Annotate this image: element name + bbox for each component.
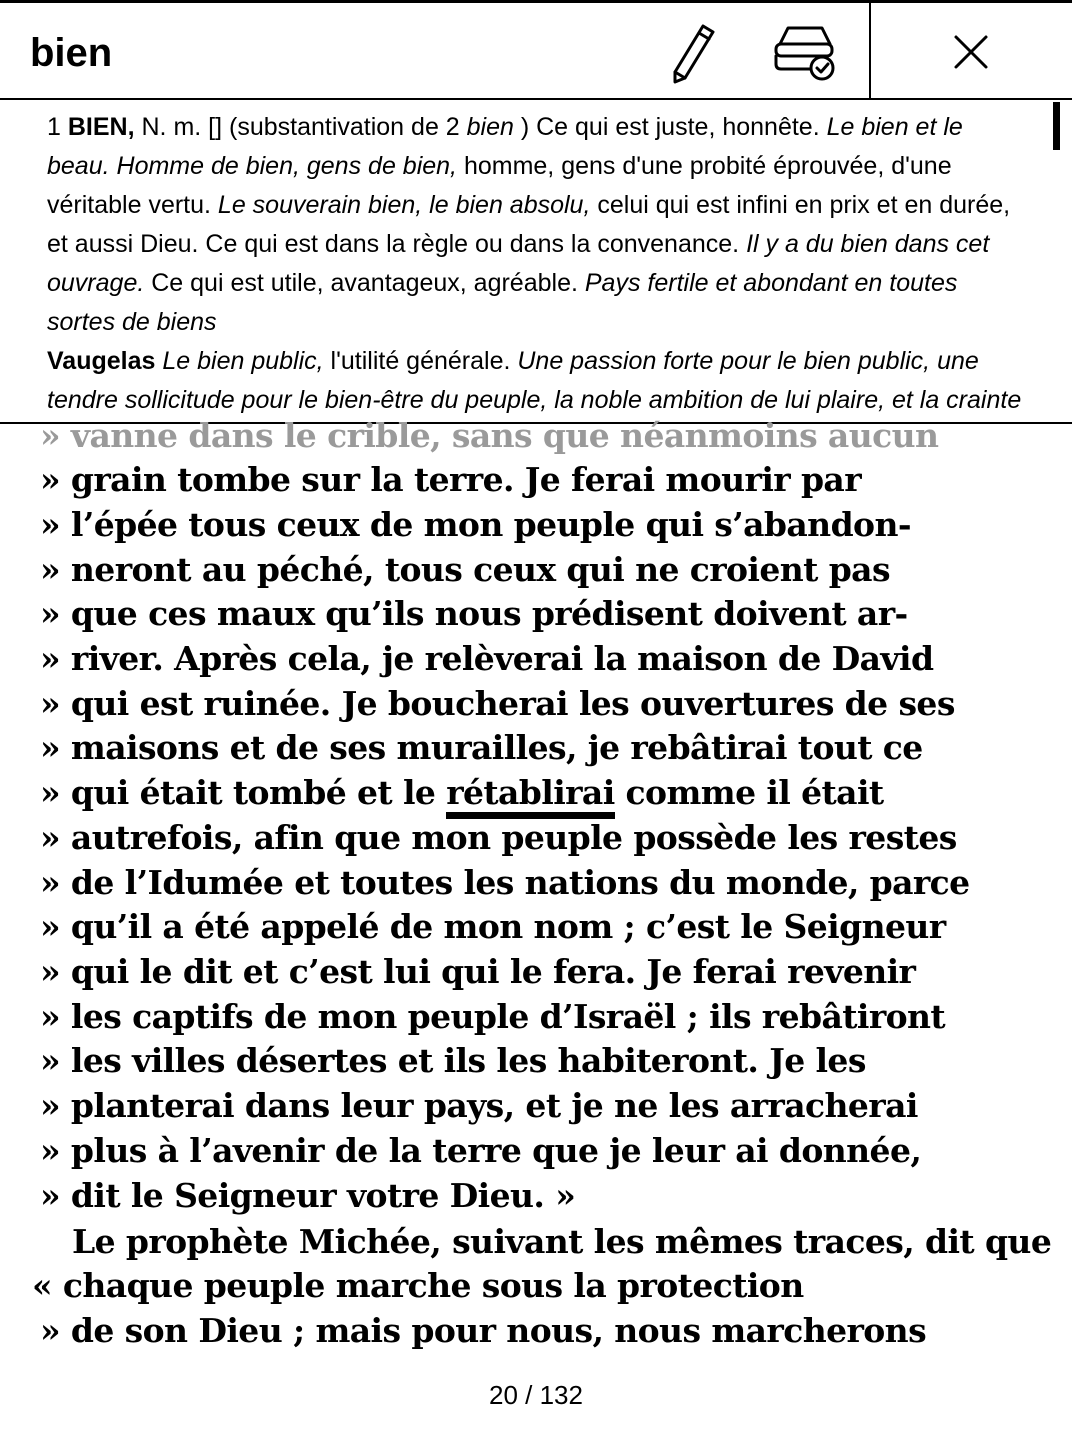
book-line: » les captifs de mon peuple d’Israël ; ils rebâtiront <box>40 997 946 1036</box>
selected-word[interactable]: rétablirai <box>446 773 614 819</box>
definition-scrollbar[interactable] <box>1053 102 1060 150</box>
book-line: » qui est ruinée. Je boucherai les ouvertures de ses <box>40 684 955 723</box>
definition-panel[interactable] <box>0 100 1072 424</box>
definition-text: 1 BIEN, N. m. [] (substantivation de 2 bien ) Ce qui est juste, honnête. Le bien et le beau. Homme de bien, gens de bien, homme, gens d'une probité éprouvée, d'une véritable vertu. Le souverain bien, le bien absolu, celui qui est infini en prix et en durée, et aussi Dieu. Ce qui est dans la règle ou dans la convenance. Il y a du bien dans cet ouvrage. Ce qui est utile, avantageux, agréable. Pays fertile et abondant en toutes sortes de biens Vaugelas Le bien public, l'utilité générale. Une passion forte pour le bien public, une tendre sollicitude pour le bien-être du peuple, la noble ambition de lui plaire, et la crainte <box>47 113 1022 414</box>
book-line: » planterai dans leur pays, et je ne les arracherai <box>40 1086 918 1125</box>
book-line: » l’épée tous ceux de mon peuple qui s’abandon- <box>40 505 911 544</box>
book-line: » de l’Idumée et toutes les nations du monde, parce <box>40 863 970 902</box>
book-line: » qui le dit et c’est lui qui le fera. Je ferai revenir <box>40 952 916 991</box>
dictionary-header <box>0 0 1072 100</box>
book-page[interactable] <box>0 418 1072 1368</box>
book-line: Le prophète Michée, suivant les mêmes traces, dit que <box>72 1222 1052 1261</box>
dictionary-check-icon <box>772 22 838 82</box>
book-line: » que ces maux qu’ils nous prédisent doivent ar- <box>40 594 908 633</box>
lookup-word: bien <box>30 31 113 75</box>
book-line: » autrefois, afin que mon peuple possède les restes <box>40 818 957 857</box>
book-line: » maisons et de ses murailles, je rebâtirai tout ce <box>40 728 923 767</box>
book-line: » plus à l’avenir de la terre que je leur ai donnée, <box>40 1131 922 1170</box>
book-line: » vanne dans le crible, sans que néanmoins aucun <box>40 418 939 455</box>
book-line: » qui était tombé et le rétablirai comme il était <box>40 771 884 815</box>
book-line: » grain tombe sur la terre. Je ferai mourir par <box>40 460 861 499</box>
book-line: » de son Dieu ; mais pour nous, nous marcherons <box>40 1311 927 1350</box>
close-button[interactable] <box>936 17 1006 87</box>
book-line: » neront au péché, tous ceux qui ne croient pas <box>40 550 890 589</box>
book-line: « chaque peuple marche sous la protection <box>32 1266 804 1305</box>
dictionary-select-button[interactable] <box>770 17 840 87</box>
book-line: » qu’il a été appelé de mon nom ; c’est le Seigneur <box>40 907 946 946</box>
book-line: » les villes désertes et ils les habiteront. Je les <box>40 1041 866 1080</box>
pencil-icon <box>663 20 719 84</box>
page-indicator: 20 / 132 <box>489 1380 583 1410</box>
book-line: » river. Après cela, je relèverai la maison de David <box>40 639 934 678</box>
book-line: » dit le Seigneur votre Dieu. » <box>40 1176 576 1215</box>
close-icon <box>951 32 991 72</box>
header-divider <box>869 3 871 103</box>
edit-button[interactable] <box>656 17 726 87</box>
